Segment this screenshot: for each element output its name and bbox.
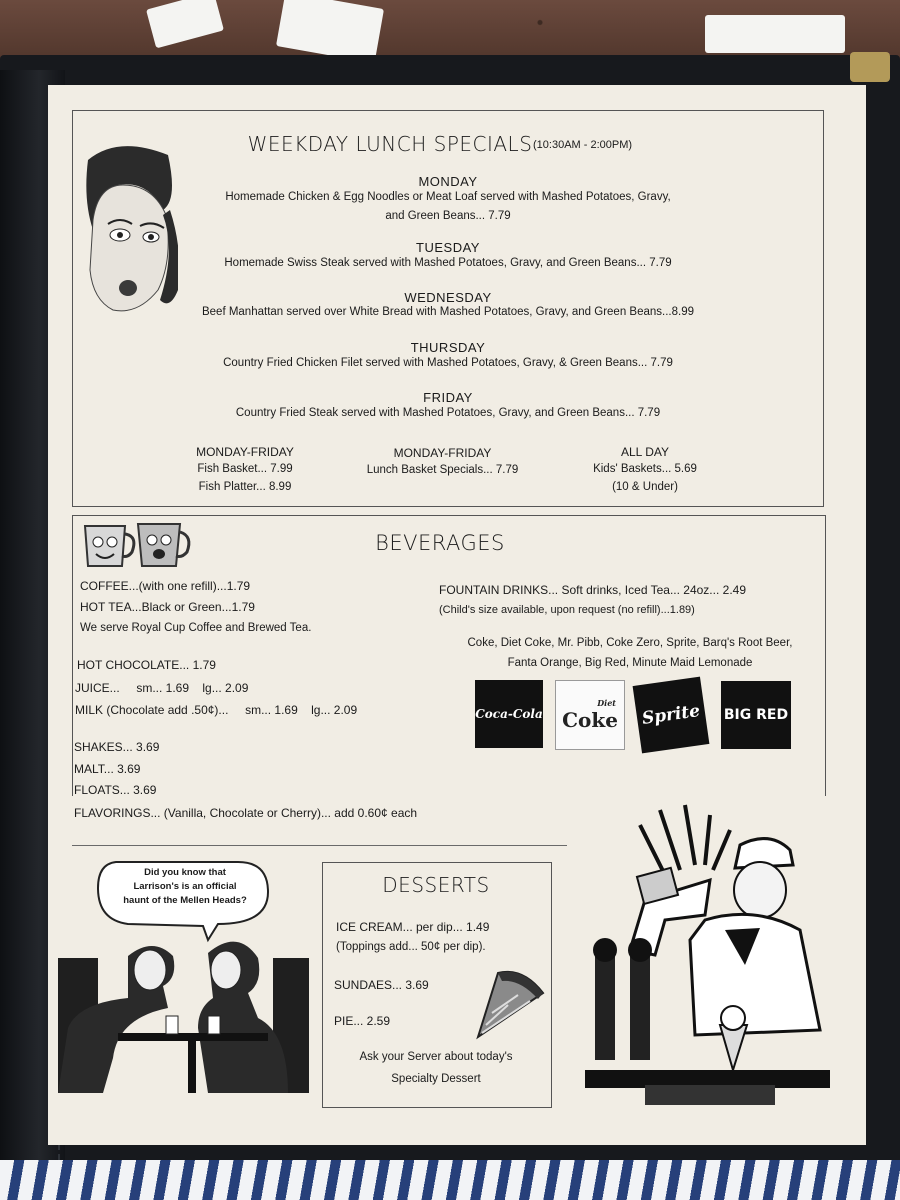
binder-corner <box>850 52 890 82</box>
sprite-logo: Sprite <box>633 677 710 754</box>
coffee-mugs-illustration <box>80 518 195 570</box>
diet-coke-logo <box>555 680 625 750</box>
day-monday: MONDAY <box>418 174 478 189</box>
soda-jerk-illustration <box>585 800 835 1120</box>
tuesday-line: Homemade Swiss Steak served with Mashed Potatoes, Gravy, and Green Beans... 7.79 <box>224 257 672 269</box>
brands-line-1: Coke, Diet Coke, Mr. Pibb, Coke Zero, Sprite, Barq's Root Beer, <box>467 637 793 649</box>
thursday-line: Country Fried Chicken Filet served with Mashed Potatoes, Gravy, & Green Beans... 7.79 <box>223 357 673 369</box>
bev-malt: MALT... 3.69 <box>74 762 141 776</box>
wednesday-line: Beef Manhattan served over White Bread with Mashed Potatoes, Gravy, and Green Beans...8.99 <box>201 306 694 318</box>
kids-age: (10 & Under) <box>612 481 678 493</box>
lunch-title: WEEKDAY LUNCH SPECIALS <box>247 132 533 156</box>
bev-juice: JUICE... sm... 1.69 lg... 2.09 <box>75 681 249 695</box>
dessert-pie: PIE... 2.59 <box>334 1014 391 1028</box>
day-tuesday: TUESDAY <box>416 240 480 255</box>
day-thursday: THURSDAY <box>410 340 486 355</box>
fountain-drinks: FOUNTAIN DRINKS... Soft drinks, Iced Tea... 24oz... 2.49 <box>439 583 747 597</box>
bev-flavorings: FLAVORINGS... (Vanilla, Chocolate or Cherry)... add 0.60¢ each <box>74 806 418 820</box>
extra-head: ALL DAY <box>620 445 670 459</box>
extra-head: MONDAY-FRIDAY <box>196 445 294 459</box>
dessert-note-2: Specialty Dessert <box>391 1073 481 1085</box>
day-wednesday: WEDNESDAY <box>404 290 492 305</box>
bev-shakes: SHAKES... 3.69 <box>74 740 160 754</box>
coca-cola-logo: Coca-Cola <box>475 680 543 748</box>
beverages-bottom-rule <box>72 845 567 846</box>
diet-label: Diet <box>597 698 616 708</box>
desserts-title: DESSERTS <box>382 873 490 897</box>
bubble-line-2: Larrison's is an official <box>133 881 237 892</box>
monday-line: Homemade Chicken & Egg Noodles or Meat Loaf served with Mashed Potatoes, Gravy, <box>225 191 671 203</box>
dessert-ice-cream: ICE CREAM... per dip... 1.49 <box>336 920 490 934</box>
bev-milk: MILK (Chocolate add .50¢)... sm... 1.69 lg... 2.09 <box>75 703 358 717</box>
big-red-logo: BIG RED <box>721 681 791 749</box>
bev-coffee: COFFEE...(with one refill)...1.79 <box>80 579 251 593</box>
kids-baskets: Kids' Baskets... 5.69 <box>593 463 697 475</box>
lunch-hours: (10:30AM - 2:00PM) <box>533 139 633 151</box>
child-size: (Child's size available, upon request (no refill)...1.89) <box>439 604 695 616</box>
brands-line-2: Fanta Orange, Big Red, Minute Maid Lemonade <box>507 657 753 669</box>
bev-note: We serve Royal Cup Coffee and Brewed Tea. <box>80 622 312 634</box>
bev-hot-tea: HOT TEA...Black or Green...1.79 <box>80 600 255 614</box>
dessert-note-1: Ask your Server about today's <box>359 1051 513 1063</box>
bev-hot-chocolate: HOT CHOCOLATE... 1.79 <box>77 658 216 672</box>
fish-basket: Fish Basket... 7.99 <box>197 463 293 475</box>
extra-head: MONDAY-FRIDAY <box>393 446 492 460</box>
fish-platter: Fish Platter... 8.99 <box>198 481 292 493</box>
lunch-basket: Lunch Basket Specials... 7.79 <box>366 464 519 476</box>
day-friday: FRIDAY <box>423 390 473 405</box>
dessert-toppings: (Toppings add... 50¢ per dip). <box>336 941 486 953</box>
beverages-title: BEVERAGES <box>375 531 505 555</box>
bubble-line-1: Did you know that <box>144 867 226 878</box>
bubble-line-3: haunt of the Mellen Heads? <box>123 895 247 906</box>
bev-floats: FLOATS... 3.69 <box>74 783 157 797</box>
coke-label: Coke <box>562 708 618 732</box>
dessert-sundaes: SUNDAES... 3.69 <box>334 978 429 992</box>
pie-slice-illustration <box>468 965 548 1043</box>
friday-line: Country Fried Steak served with Mashed Potatoes, Gravy, and Green Beans... 7.79 <box>235 407 661 419</box>
monday-line: and Green Beans... 7.79 <box>385 210 511 222</box>
napkin <box>705 15 845 53</box>
striped-cloth <box>0 1160 900 1200</box>
